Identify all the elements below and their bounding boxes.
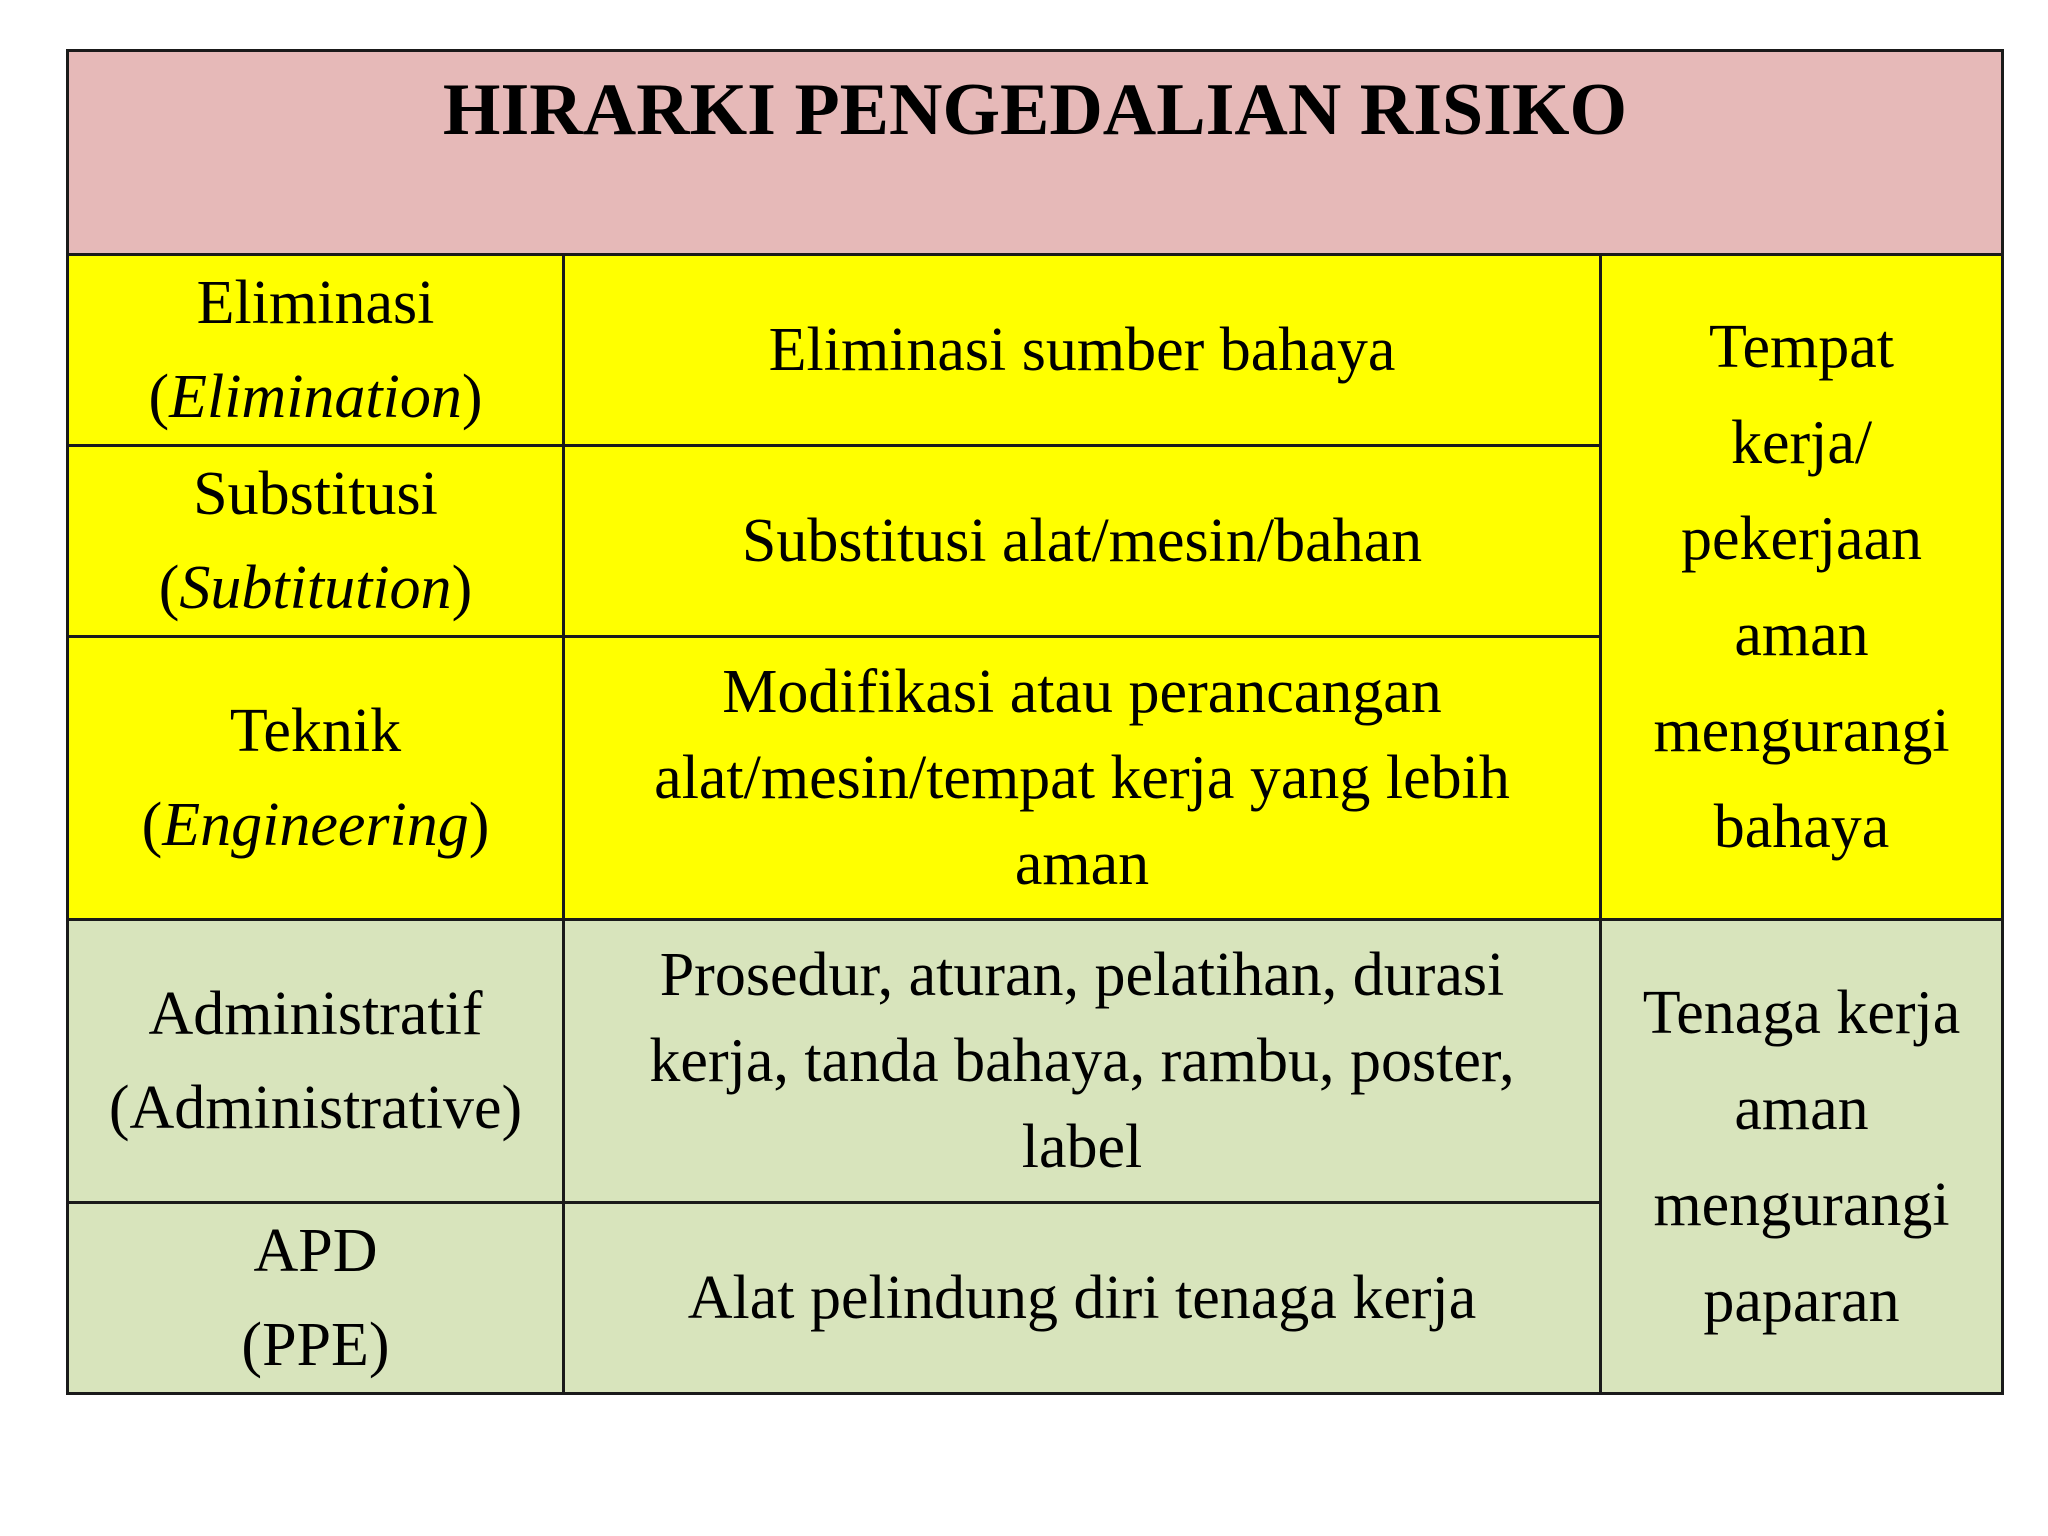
description-cell-elimination [564, 255, 1601, 446]
description-cell-substitution [564, 446, 1601, 637]
level-name: Substitusi [193, 460, 438, 528]
level-cell-engineering [68, 637, 564, 920]
title-row [68, 51, 2003, 255]
level-english: (Elimination) [148, 363, 483, 431]
group-line: mengurangi [1653, 697, 1950, 765]
group-line: pekerjaan [1681, 505, 1922, 573]
description-line: Substitusi alat/mesin/bahan [741, 507, 1423, 575]
group-cell-workplace [1601, 255, 2003, 920]
level-name: Administratif [148, 980, 483, 1048]
group-line: aman [1734, 1074, 1869, 1143]
table-title: HIRARKI PENGEDALIAN RISIKO [68, 51, 2003, 255]
level-english: (Engineering) [141, 791, 490, 859]
group-line: aman [1734, 601, 1869, 669]
level-name: APD [253, 1217, 378, 1285]
group-line: kerja/ [1730, 409, 1873, 477]
description-cell-administrative [564, 920, 1601, 1203]
description-line: Modifikasi atau perancangan [722, 658, 1442, 726]
group-line: bahaya [1713, 793, 1890, 861]
level-cell-administrative [68, 920, 564, 1203]
level-cell-substitution [68, 446, 564, 637]
description-cell-engineering [564, 637, 1601, 920]
description-line: label [1021, 1113, 1143, 1181]
group-line: Tenaga kerja [1642, 978, 1961, 1047]
group-line: paparan [1703, 1266, 1900, 1335]
description-line: aman [1014, 830, 1150, 898]
level-name: Teknik [229, 697, 402, 765]
group-cell-worker [1601, 920, 2003, 1394]
level-english: (Subtitution) [158, 554, 473, 622]
table-row [68, 255, 2003, 446]
group-line: Tempat [1708, 313, 1895, 381]
table-row [68, 920, 2003, 1203]
risk-control-hierarchy-table [66, 49, 2004, 1395]
level-cell-elimination [68, 255, 564, 446]
level-cell-ppe [68, 1203, 564, 1394]
description-line: kerja, tanda bahaya, rambu, poster, [649, 1027, 1515, 1095]
level-name: Eliminasi [196, 269, 435, 337]
description-line: Alat pelindung diri tenaga kerja [687, 1264, 1477, 1332]
description-line: alat/mesin/tempat kerja yang lebih [654, 744, 1510, 812]
group-line: mengurangi [1653, 1170, 1950, 1239]
description-line: Eliminasi sumber bahaya [768, 316, 1396, 384]
level-english: (Administrative) [108, 1074, 523, 1142]
description-cell-ppe [564, 1203, 1601, 1394]
level-english: (PPE) [241, 1311, 390, 1379]
description-line: Prosedur, aturan, pelatihan, durasi [659, 941, 1505, 1009]
